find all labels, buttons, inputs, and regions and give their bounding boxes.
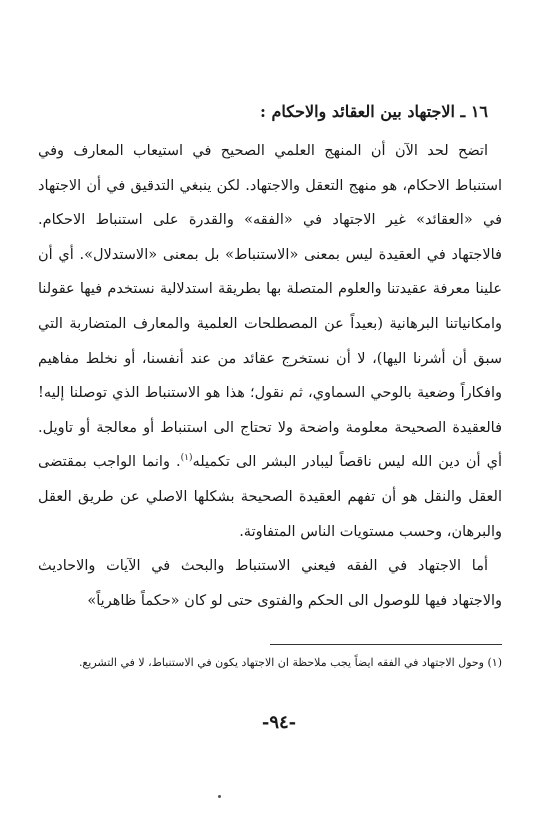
paragraph-1 <box>38 134 502 549</box>
paragraph-2: أما الاجتهاد في الفقه فيعني الاستنباط والبحث في الآيات والاحاديث والاجتهاد فيها للوصول الى الحكم والفتوى حتى لو كان «حكماً ظاهرياً» <box>38 558 502 609</box>
scan-speck <box>218 795 221 798</box>
page-number: -٩٤- <box>261 712 297 733</box>
footnote-reference: (١) <box>180 453 193 464</box>
paragraph-1-text: اتضح لحد الآن أن المنهج العلمي الصحيح في استيعاب المعارف وفي استنباط الاحكام، هو منهج التعقل والاجتهاد. لكن ينبغي التدقيق في أن الاجتهاد في «العقائد» غير الاجتهاد في «الفقه» والقدرة على استنباط الاحكام. فالاجتهاد في العقيدة ليس بمعنى «الاستنباط» بل بمعنى «الاستدلال». أي أن علينا معرفة عقيدتنا والعلوم المتصلة بها بطريقة استدلالية نستخدم فيها عقولنا وامكانياتنا البرهانية (بعيداً عن المصطلحات العلمية والمعارف المتضاربة التي سبق أن أشرنا اليها)، لا أن نستخرج عقائد من عند أنفسنا، أو نخلط مفاهيم وافكاراً وضعية بالوحي السماوي، ثم نقول؛ هذا هو الاستنباط الذي توصلنا إليه! فالعقيدة الصحيحة معلومة واضحة ولا تحتاج الى استنباط أو معالجة أو تاويل. أي أن دين الله ليس ناقصاً ليبادر البشر الى تكميله <box>38 143 502 471</box>
footnote: (١) وحول الاجتهاد في الفقه ايضاً يجب ملاحظة ان الاجتهاد يكون في الاستنباط، لا في التشريع. <box>78 656 502 669</box>
section-heading: ١٦ ـ الاجتهاد بين العقائد والاحكام : <box>260 102 488 121</box>
body-text <box>38 134 502 618</box>
paragraph-1-tail: . وانما الواجب بمقتضى العقل والنقل هو أن تفهم العقيدة الصحيحة بشكلها الاصلي عن طريق العقل والبرهان، وحسب مستويات الناس المتفاوتة. <box>38 454 502 540</box>
footnote-separator <box>270 644 502 645</box>
